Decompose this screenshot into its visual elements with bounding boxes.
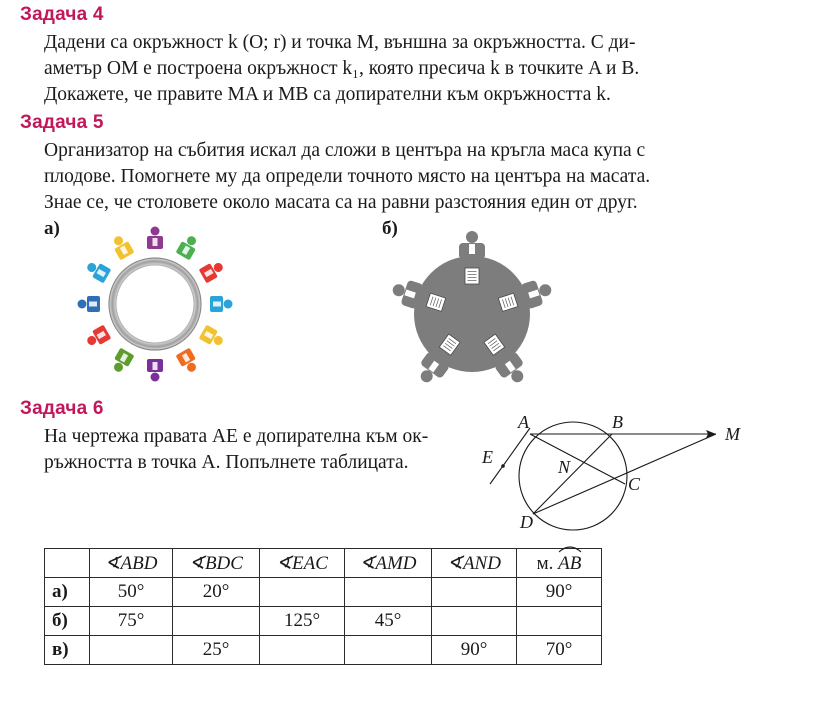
header-abd: ∢ABD	[90, 549, 173, 578]
cell-a-bdc: 20°	[173, 578, 260, 607]
cell-b-eac: 125°	[260, 607, 345, 636]
cell-c-eac	[260, 636, 345, 665]
cell-a-arc: 90°	[517, 578, 602, 607]
label-D: D	[520, 512, 533, 532]
task5-line-3: Знае се, че столовете около масата са на равни разстояния един от друг.	[44, 192, 638, 213]
task5-line-2: плодове. Помогнете му да определи точното място на центъра на масата.	[44, 166, 651, 187]
chair-icon	[147, 359, 163, 382]
round-table-colored-chairs-figure	[60, 222, 250, 392]
task6-line-1: На чертежа правата AE е допирателна към ок-	[44, 426, 429, 447]
label-C: C	[628, 474, 641, 494]
chair-icon	[147, 227, 163, 250]
paper-icon	[465, 268, 479, 284]
cell-a-eac	[260, 578, 345, 607]
table-header-row	[45, 549, 602, 578]
task5-text	[44, 138, 650, 216]
cell-b-and	[432, 607, 517, 636]
point-E	[501, 464, 505, 468]
arc-prefix: м.	[536, 553, 554, 574]
task5-line-1: Организатор на събития искал да сложи в центъра на кръгла маса купа с	[44, 140, 646, 161]
chord-BD	[533, 434, 612, 514]
chair-icon	[199, 325, 226, 350]
label-B: B	[612, 412, 623, 432]
row-label-b: б)	[45, 607, 90, 636]
task5-label-b: б)	[382, 218, 398, 239]
task6-title: Задача 6	[20, 398, 104, 419]
cell-b-amd: 45°	[345, 607, 432, 636]
chair-icon	[199, 258, 226, 283]
geometry-figure	[478, 408, 768, 536]
label-E: E	[482, 447, 493, 467]
table-row	[45, 578, 602, 607]
header-eac: ∢EAC	[260, 549, 345, 578]
row-label-a: а)	[45, 578, 90, 607]
tangent-AE	[490, 428, 530, 484]
table-corner-cell	[45, 549, 90, 578]
chair-icon	[78, 296, 101, 312]
task4-line-3: Докажете, че правите MA и MB са допирателни към окръжността k.	[44, 84, 611, 105]
header-arc-ab	[517, 549, 602, 578]
row-label-c: в)	[45, 636, 90, 665]
header-bdc: ∢BDC	[173, 549, 260, 578]
cell-c-bdc: 25°	[173, 636, 260, 665]
chair-icon	[176, 348, 201, 375]
cell-b-bdc	[173, 607, 260, 636]
task6-text	[44, 424, 428, 476]
cell-b-abd: 75°	[90, 607, 173, 636]
chair-icon	[210, 296, 233, 312]
table-row	[45, 607, 602, 636]
header-and: ∢AND	[432, 549, 517, 578]
task4-line-1: Дадени са окръжност k (O; r) и точка M, външна за окръжността. С ди-	[44, 32, 636, 53]
arc-ab-text: AB	[558, 553, 582, 574]
cell-c-arc: 70°	[517, 636, 602, 665]
chair-icon	[84, 325, 111, 350]
task6-line-2: ръжността в точка A. Попълнете таблицата.	[44, 452, 409, 473]
task4-title: Задача 4	[20, 4, 104, 25]
cell-c-abd	[90, 636, 173, 665]
cell-a-amd	[345, 578, 432, 607]
round-table-gray-figure	[385, 228, 560, 388]
table-row	[45, 636, 602, 665]
chair-icon	[109, 348, 134, 375]
answers-table	[44, 548, 602, 665]
cell-b-arc	[517, 607, 602, 636]
label-A: A	[518, 412, 529, 432]
person-icon	[459, 231, 485, 259]
chair-icon	[109, 233, 134, 260]
round-table-top	[116, 265, 194, 343]
cell-a-abd: 50°	[90, 578, 173, 607]
task4-text	[44, 30, 639, 108]
task5-label-a: а)	[44, 218, 60, 239]
cell-c-and: 90°	[432, 636, 517, 665]
arc-icon	[557, 543, 583, 553]
chord-AC	[530, 434, 625, 484]
task5-title: Задача 5	[20, 112, 104, 133]
cell-c-amd	[345, 636, 432, 665]
cell-a-and	[432, 578, 517, 607]
chair-icon	[84, 258, 111, 283]
task4-line-2: аметър OM е построена окръжност k₁, която пресича k в точките A и B.	[44, 58, 640, 79]
label-M: M	[725, 424, 740, 444]
label-N: N	[558, 457, 571, 477]
header-amd: ∢AMD	[345, 549, 432, 578]
arc-ab-label	[558, 551, 581, 575]
chair-icon	[176, 233, 201, 260]
